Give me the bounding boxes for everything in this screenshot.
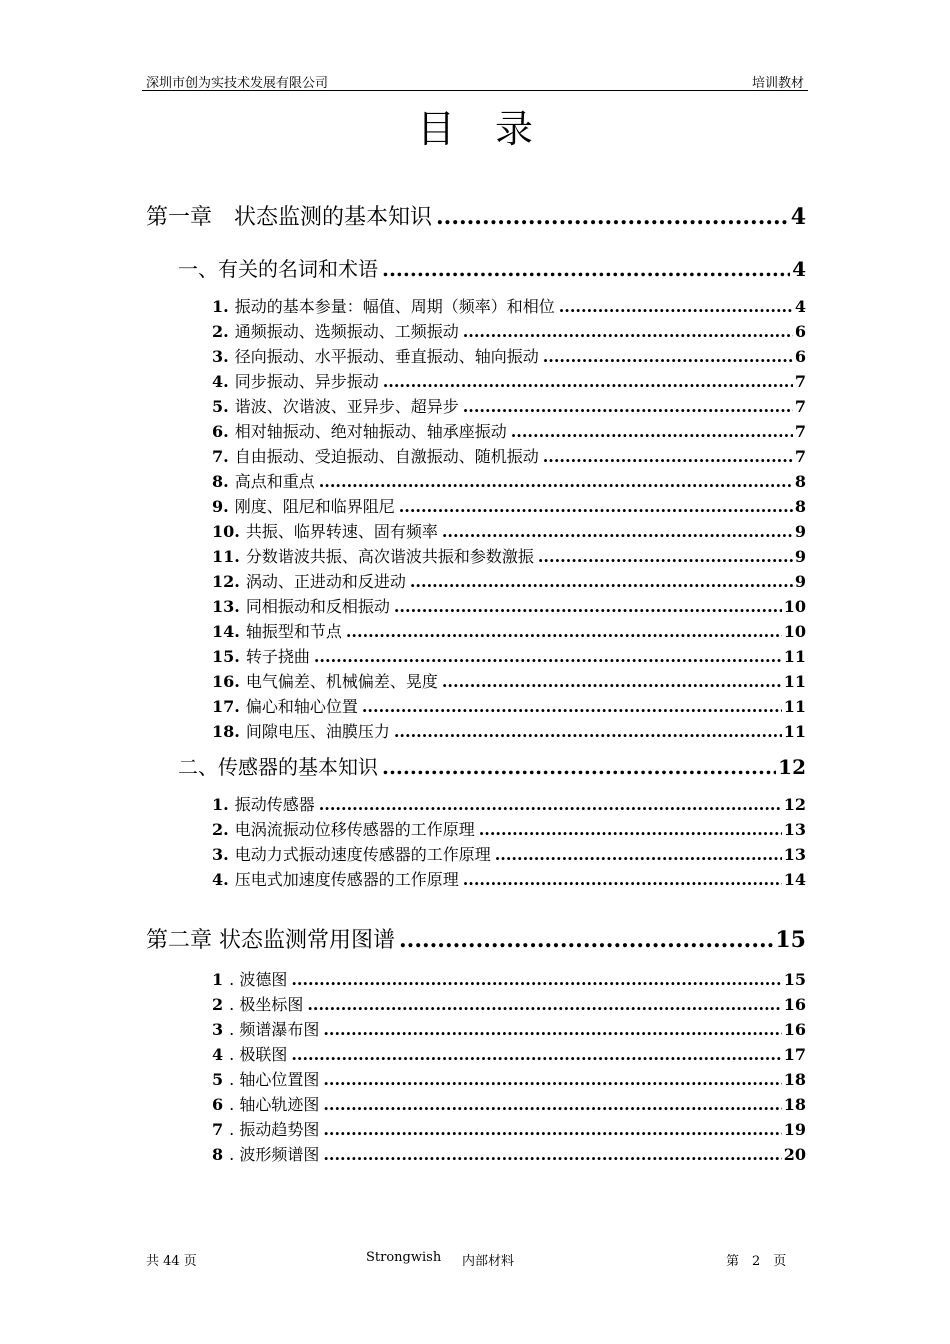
toc-item-page: 11 [783,697,806,716]
toc-item-page: 11 [783,647,806,666]
toc-item-label: 相对轴振动、绝对轴振动、轴承座振动 [234,422,507,441]
toc-item[interactable] [212,594,806,617]
toc-item[interactable] [212,719,806,742]
toc-item[interactable] [212,469,806,492]
toc-leader [382,257,790,281]
toc-leader [463,870,782,889]
toc-leader [463,322,793,341]
toc-item-number: 8. [212,472,229,491]
toc-item-number: 9. [212,497,229,516]
toc-leader [323,1120,781,1139]
toc-item-label: . 轴心位置图 [229,1070,320,1089]
toc-item-page: 12 [783,795,806,814]
toc-item-page: 11 [783,722,806,741]
toc-item[interactable] [212,1042,806,1065]
toc-leader [410,572,793,591]
toc-section-1[interactable] [178,253,806,282]
toc-leader [394,722,782,741]
toc-item-page: 13 [783,845,806,864]
toc-item-number: 10. [212,522,240,541]
toc-item-number: 6 [212,1095,224,1114]
toc-item-page: 7 [794,422,806,441]
toc-item-page: 16 [783,1020,806,1039]
toc-item-label: 转子挠曲 [245,647,310,666]
toc-leader [442,522,793,541]
toc-leader [543,347,793,366]
toc-leader [399,497,793,516]
toc-item[interactable] [212,1017,806,1040]
toc-item[interactable] [212,644,806,667]
toc-item-page: 15 [783,970,806,989]
toc-item-page: 16 [783,995,806,1014]
toc-item-label: 径向振动、水平振动、垂直振动、轴向振动 [234,347,539,366]
toc-leader [538,547,793,566]
toc-item-label: 压电式加速度传感器的工作原理 [234,870,459,889]
toc-item[interactable] [212,544,806,567]
toc-leader [394,597,782,616]
toc-leader [323,1145,781,1164]
toc-item-number: 3. [212,347,229,366]
toc-page: 4 [792,257,806,281]
toc-item-number: 8 [212,1145,224,1164]
page-header [142,70,808,91]
toc-leader [362,697,782,716]
toc-item[interactable] [212,444,806,467]
toc-item-page: 8 [794,472,806,491]
toc-item-page: 7 [794,397,806,416]
toc-item-label: 轴振型和节点 [245,622,342,641]
toc-page: 12 [778,755,806,779]
toc-leader [559,297,793,316]
toc-item-page: 18 [783,1070,806,1089]
toc-leader [383,372,793,391]
toc-item-label: 通频振动、选频振动、工频振动 [234,322,459,341]
toc-item-label: 谐波、次谐波、亚异步、超异步 [234,397,459,416]
toc-item-label: 自由振动、受迫振动、自激振动、随机振动 [234,447,539,466]
toc-item-page: 11 [783,672,806,691]
toc-item[interactable] [212,569,806,592]
toc-leader [319,795,782,814]
toc-item-label: 刚度、阻尼和临界阻尼 [234,497,395,516]
toc-item-number: 18. [212,722,240,741]
toc-item-page: 14 [783,870,806,889]
toc-item-number: 4 [212,1045,224,1064]
toc-item-number: 7. [212,447,229,466]
toc-item-number: 15. [212,647,240,666]
toc-leader [463,397,793,416]
toc-leader [495,845,782,864]
toc-leader [323,1020,781,1039]
toc-item-number: 4. [212,372,229,391]
toc-item-number: 1. [212,795,229,814]
toc-item-label: 振动的基本参量：幅值、周期（频率）和相位 [234,297,555,316]
toc-item-page: 7 [794,372,806,391]
toc-chapter-2[interactable] [146,923,806,954]
toc-item[interactable] [212,817,806,840]
footer-page-number: 第 2 页 [726,1254,787,1269]
toc-section-2[interactable] [178,751,806,780]
toc-page: 4 [790,204,806,230]
toc-leader [291,1045,781,1064]
toc-item-page: 6 [794,347,806,366]
toc-item[interactable] [212,1142,806,1165]
toc-label: 第二章 状态监测常用图谱 [146,928,395,953]
toc-item-number: 17. [212,697,240,716]
toc-item[interactable] [212,992,806,1015]
toc-chapter-1[interactable] [146,200,806,231]
toc-item-label: 电动力式振动速度传感器的工作原理 [234,845,491,864]
toc-label: 二、传感器的基本知识 [178,755,378,779]
toc-item[interactable] [212,694,806,717]
toc-item-label: 电涡流振动位移传感器的工作原理 [234,820,475,839]
toc-item[interactable] [212,1117,806,1140]
toc-item[interactable] [212,619,806,642]
toc-item-label: 电气偏差、机械偏差、晃度 [245,672,438,691]
toc-item-number: 4. [212,870,229,889]
toc-item-page: 8 [794,497,806,516]
toc-leader [543,447,793,466]
toc-leader [511,422,793,441]
toc-item-number: 16. [212,672,240,691]
toc-leader [382,755,776,779]
toc-leader [314,647,782,666]
toc-item[interactable] [212,842,806,865]
toc-item-label: 涡动、正进动和反进动 [245,572,406,591]
page-title: 目录 [416,107,573,151]
toc-item-label: . 极坐标图 [229,995,304,1014]
company-name: 深圳市创为实技术发展有限公司 [146,76,329,91]
footer-brand: Strongwish [366,1250,442,1265]
toc-item-page: 18 [783,1095,806,1114]
toc-item-number: 7 [212,1120,224,1139]
toc-item-label: 振动传感器 [234,795,315,814]
toc-item-number: 13. [212,597,240,616]
toc-item-label: . 波形频谱图 [229,1145,320,1164]
toc-item-page: 4 [794,297,806,316]
toc-item-number: 6. [212,422,229,441]
toc-label: 第一章 状态监测的基本知识 [146,205,433,230]
document-type: 培训教材 [751,76,804,91]
toc-item-number: 2. [212,820,229,839]
toc-item-page: 13 [783,820,806,839]
toc-leader [399,927,773,953]
footer-internal: 内部材料 [462,1254,515,1269]
toc-item-label: . 频谱瀑布图 [229,1020,320,1039]
toc-leader [323,1095,781,1114]
toc-item[interactable] [212,1067,806,1090]
toc-item-page: 10 [783,622,806,641]
toc-item-label: . 轴心轨迹图 [229,1095,320,1114]
toc-item[interactable] [212,319,806,342]
toc-item-page: 6 [794,322,806,341]
toc-leader [442,672,782,691]
toc-item-number: 1. [212,297,229,316]
toc-leader [479,820,782,839]
toc-label: 一、有关的名词和术语 [178,257,378,281]
toc-item[interactable] [212,967,806,990]
toc-item-label: 同相振动和反相振动 [245,597,390,616]
toc-item-label: 分数谐波共振、高次谐波共振和参数激振 [245,547,534,566]
toc-item-number: 5 [212,1070,224,1089]
toc-item-label: . 极联图 [229,1045,288,1064]
footer-total-pages: 共 44 页 [146,1254,197,1269]
toc-item-label: . 振动趋势图 [229,1120,320,1139]
toc-item[interactable] [212,519,806,542]
toc-leader [307,995,781,1014]
toc-item-number: 3. [212,845,229,864]
toc-item-number: 3 [212,1020,224,1039]
toc-item-number: 11. [212,547,240,566]
toc-item-page: 17 [783,1045,806,1064]
toc-leader [436,204,789,230]
toc-item-label: 高点和重点 [234,472,315,491]
toc-item-page: 7 [794,447,806,466]
toc-item-number: 1 [212,970,224,989]
toc-item-label: 间隙电压、油膜压力 [245,722,390,741]
toc-item-page: 19 [783,1120,806,1139]
toc-item[interactable] [212,394,806,417]
toc-item-label: . 波德图 [229,970,288,989]
toc-item-number: 14. [212,622,240,641]
toc-item-number: 12. [212,572,240,591]
toc-item[interactable] [212,294,806,317]
toc-leader [291,970,781,989]
toc-item[interactable] [212,867,806,890]
toc-item-page: 10 [783,597,806,616]
toc-item-number: 5. [212,397,229,416]
toc-item[interactable] [212,792,806,815]
toc-item[interactable] [212,669,806,692]
toc-item[interactable] [212,344,806,367]
toc-page: 15 [775,927,806,953]
toc-item-page: 9 [794,572,806,591]
toc-item-page: 9 [794,547,806,566]
toc-item-label: 偏心和轴心位置 [245,697,358,716]
toc-item-number: 2. [212,322,229,341]
toc-item[interactable] [212,369,806,392]
toc-item[interactable] [212,1092,806,1115]
toc-leader [319,472,793,491]
toc-leader [323,1070,781,1089]
toc-item[interactable] [212,494,806,517]
toc-item-page: 20 [783,1145,806,1164]
toc-item-number: 2 [212,995,224,1014]
toc-item-label: 同步振动、异步振动 [234,372,379,391]
toc-item[interactable] [212,419,806,442]
toc-item-label: 共振、临界转速、固有频率 [245,522,438,541]
toc-leader [346,622,782,641]
toc-item-page: 9 [794,522,806,541]
